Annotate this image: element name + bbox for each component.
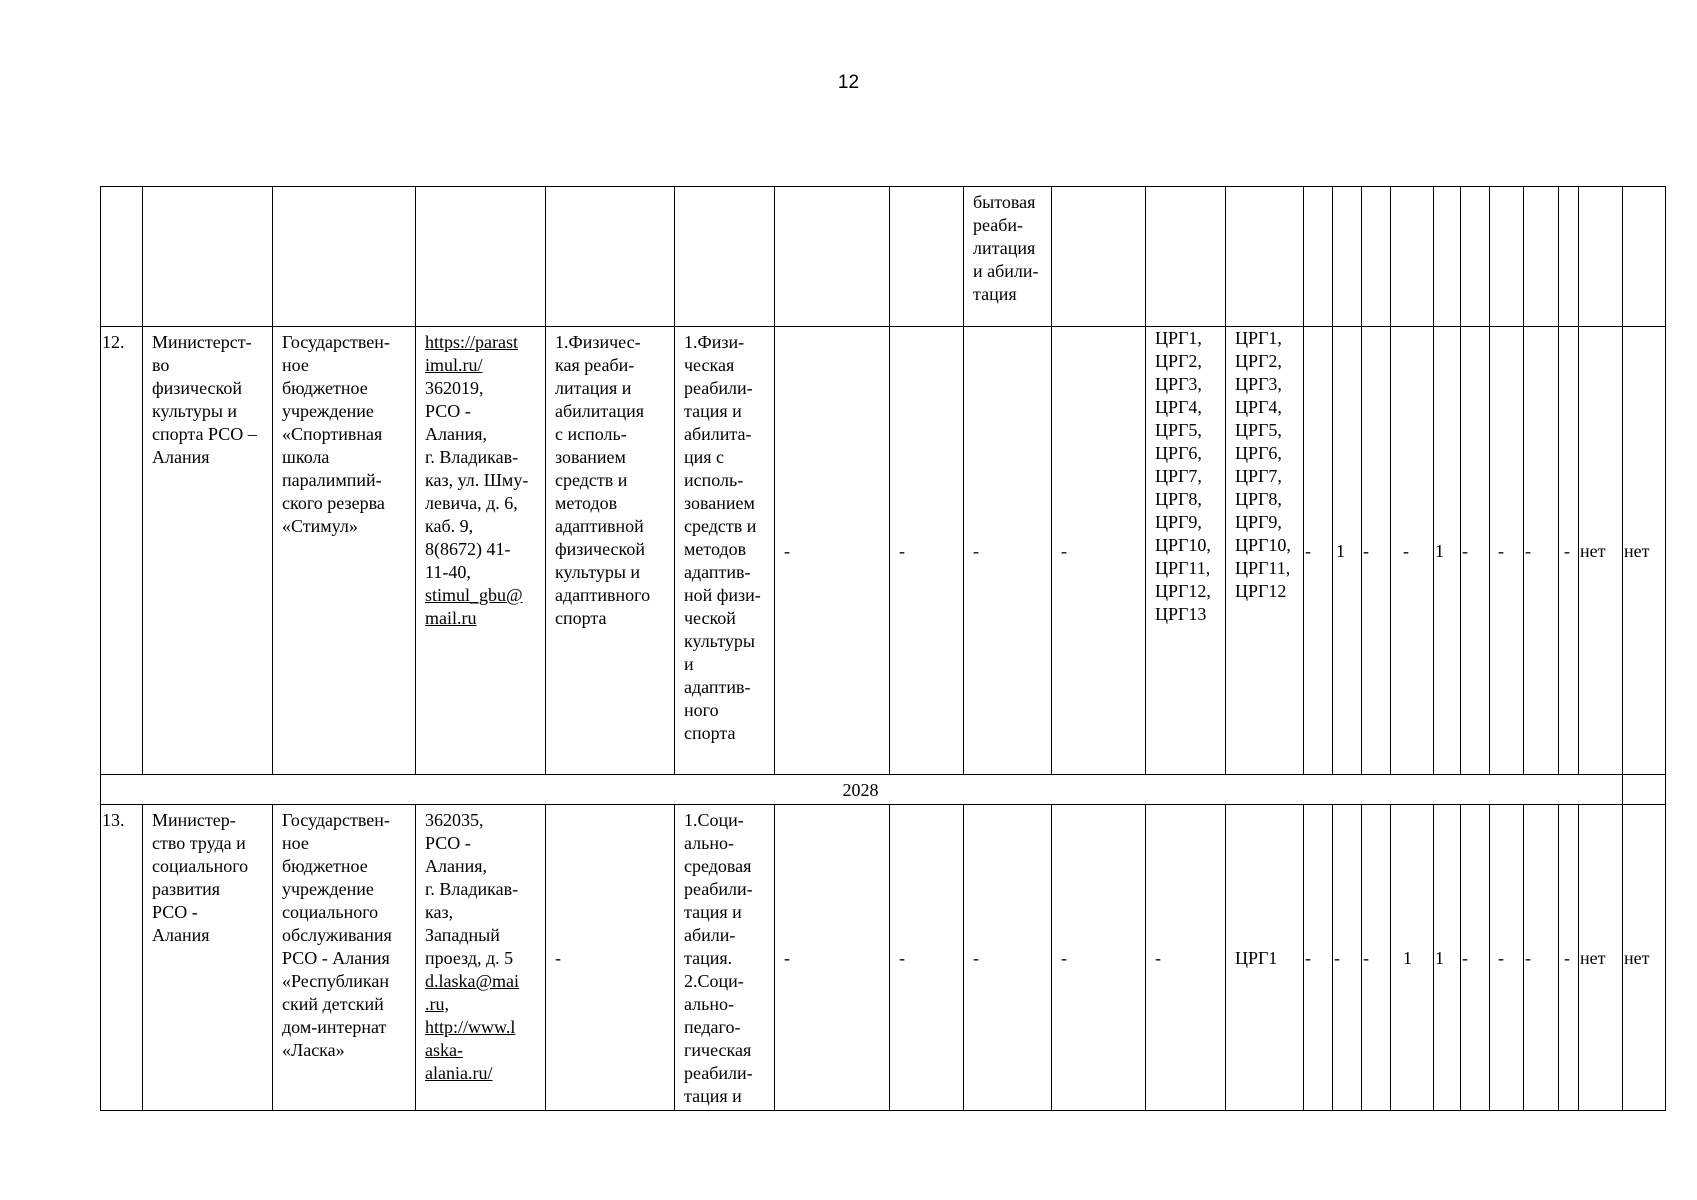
flag-cell: 1 (1434, 805, 1461, 1111)
cell (1579, 187, 1623, 327)
flag-cell: - (1391, 327, 1434, 775)
cell: - (890, 805, 964, 1111)
cell (546, 187, 675, 327)
flag-cell: - (1333, 805, 1362, 1111)
table-row (101, 327, 1666, 775)
rehab-services-cell: 1.Соци- ально- средовая реабили- тация и абили- тация. 2.Соци- ально- педаго- гическая реабили- тация и (675, 805, 775, 1111)
cell: - (775, 327, 890, 775)
website-link[interactable]: https://parast imul.ru/ (425, 332, 518, 375)
cell (1226, 187, 1304, 327)
rehab-services-cell: 1.Физичес- кая реаби- литация и абилитация с исполь- зованием средств и методов адаптивной физической культуры и адаптивного спорта (546, 327, 675, 775)
target-groups-cell: ЦРГ1, ЦРГ2, ЦРГ3, ЦРГ4, ЦРГ5, ЦРГ6, ЦРГ7, ЦРГ8, ЦРГ9, ЦРГ10, ЦРГ11, ЦРГ12, ЦРГ13 (1146, 327, 1226, 775)
cell (890, 187, 964, 327)
ministry-cell: Министер- ство труда и социального развития РСО - Алания (143, 805, 273, 1111)
cell (1304, 187, 1333, 327)
cell (1623, 775, 1666, 805)
flag-cell: - (1304, 805, 1333, 1111)
flag-cell: - (1461, 327, 1490, 775)
cell (1391, 187, 1434, 327)
rehab-type-cell: бытовая реаби- литация и абили- тация (964, 187, 1052, 327)
answer-cell: нет (1623, 805, 1666, 1111)
cell (775, 187, 890, 327)
website-link[interactable]: http://www.l aska- alania.ru/ (425, 1017, 516, 1083)
organization-cell: Государствен- ное бюджетное учреждение социального обслуживания РСО - Алания «Республикан ский детский дом-интернат «Ласка» (273, 805, 416, 1111)
cell (101, 187, 143, 327)
row-number: 13. (101, 805, 143, 1111)
address-text: 362019, РСО - Алания, г. Владикав- каз, ул. Шму- левича, д. 6, каб. 9, 8(8672) 41- 11-40, (425, 378, 529, 582)
answer-cell: нет (1623, 327, 1666, 775)
organization-cell: Государствен- ное бюджетное учреждение «Спортивная школа паралимпий- ского резерва «Стимул» (273, 327, 416, 775)
cell (1524, 187, 1559, 327)
email-link[interactable]: d.laska@mai .ru, (425, 971, 520, 1014)
cell: - (775, 805, 890, 1111)
flag-cell: - (1362, 327, 1391, 775)
cell (416, 187, 546, 327)
contacts-cell (416, 327, 546, 775)
flag-cell: - (1490, 327, 1524, 775)
page-number: 12 (837, 72, 860, 93)
cell: - (1052, 327, 1146, 775)
cell (1490, 187, 1524, 327)
cell (1146, 187, 1226, 327)
row-number: 12. (101, 327, 143, 775)
flag-cell: 1 (1333, 327, 1362, 775)
year-row (101, 775, 1666, 805)
cell: - (964, 805, 1052, 1111)
cell (1434, 187, 1461, 327)
cell (1461, 187, 1490, 327)
cell: - (964, 327, 1052, 775)
flag-cell: 1 (1391, 805, 1434, 1111)
rehab-services-cell: 1.Физи- ческая реабили- тация и абилита- ция с исполь- зованием средств и методов адаптив- ной физи- ческой культуры и адаптив- ного спорта (675, 327, 775, 775)
cell (1362, 187, 1391, 327)
cell (1052, 187, 1146, 327)
cell (273, 187, 416, 327)
cell (1623, 187, 1666, 327)
flag-cell: - (1524, 805, 1559, 1111)
answer-cell: нет (1579, 805, 1623, 1111)
rehabilitation-organizations-table (100, 186, 1666, 1111)
flag-cell: - (1304, 327, 1333, 775)
contacts-cell (416, 805, 546, 1111)
cell: - (1052, 805, 1146, 1111)
email-link[interactable]: stimul_gbu@ mail.ru (425, 585, 523, 628)
target-groups-cell: ЦРГ1, ЦРГ2, ЦРГ3, ЦРГ4, ЦРГ5, ЦРГ6, ЦРГ7, ЦРГ8, ЦРГ9, ЦРГ10, ЦРГ11, ЦРГ12 (1226, 327, 1304, 775)
flag-cell: 1 (1434, 327, 1461, 775)
answer-cell: нет (1579, 327, 1623, 775)
flag-cell: - (1490, 805, 1524, 1111)
cell (1333, 187, 1362, 327)
flag-cell: - (1461, 805, 1490, 1111)
address-text: 362035, РСО - Алания, г. Владикав- каз, Западный проезд, д. 5 (425, 810, 519, 968)
cell: - (890, 327, 964, 775)
continuation-row (101, 187, 1666, 327)
flag-cell: - (1559, 327, 1579, 775)
flag-cell: - (1524, 327, 1559, 775)
year-label: 2028 (101, 775, 1623, 805)
cell (675, 187, 775, 327)
cell (1559, 187, 1579, 327)
flag-cell: - (1559, 805, 1579, 1111)
cell (143, 187, 273, 327)
table-row (101, 805, 1666, 1111)
cell: - (1146, 805, 1226, 1111)
ministry-cell: Министерст- во физической культуры и спорта РСО – Алания (143, 327, 273, 775)
cell: - (546, 805, 675, 1111)
flag-cell: - (1362, 805, 1391, 1111)
target-groups-cell: ЦРГ1 (1226, 805, 1304, 1111)
